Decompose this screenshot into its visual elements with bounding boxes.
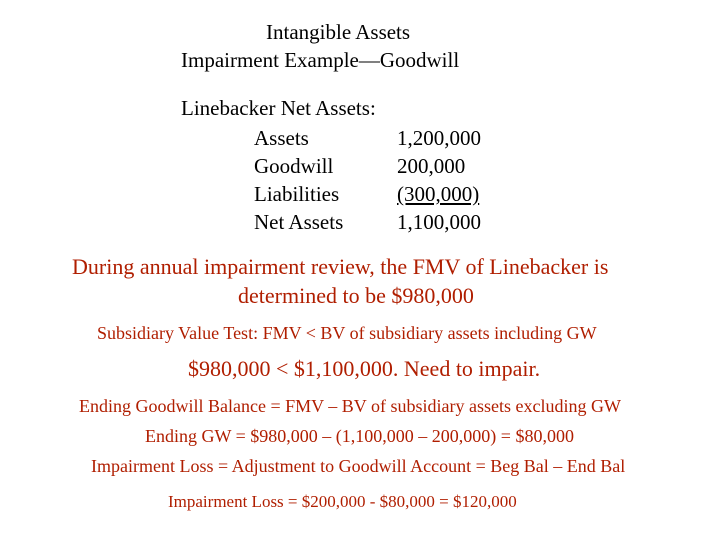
net-assets-value-liabilities: (300,000) <box>397 182 480 206</box>
review-line-2: determined to be $980,000 <box>238 283 474 308</box>
impairment-loss-formula: Impairment Loss = Adjustment to Goodwill Account = Beg Bal – End Bal <box>91 456 626 476</box>
net-assets-label-liabilities: Liabilities <box>254 182 340 206</box>
net-assets-value-goodwill: 200,000 <box>397 154 466 178</box>
title-line-2: Impairment Example—Goodwill <box>181 48 460 72</box>
subsidiary-value-test: Subsidiary Value Test: FMV < BV of subsidiary assets including GW <box>97 323 597 343</box>
net-assets-label-net-assets: Net Assets <box>254 210 344 234</box>
title-line-1: Intangible Assets <box>266 20 411 44</box>
ending-goodwill-formula: Ending Goodwill Balance = FMV – BV of subsidiary assets excluding GW <box>79 396 621 416</box>
comparison-statement: $980,000 < $1,100,000. Need to impair. <box>188 356 541 381</box>
impairment-loss-calc: Impairment Loss = $200,000 - $80,000 = $120,000 <box>168 492 517 511</box>
net-assets-label-goodwill: Goodwill <box>254 154 334 178</box>
net-assets-label-assets: Assets <box>254 126 309 150</box>
net-assets-value-assets: 1,200,000 <box>397 126 481 150</box>
net-assets-value-net-assets: 1,100,000 <box>397 210 481 234</box>
net-assets-heading: Linebacker Net Assets: <box>181 96 376 120</box>
review-line-1: During annual impairment review, the FMV of Linebacker is <box>72 254 609 279</box>
ending-goodwill-calc: Ending GW = $980,000 – (1,100,000 – 200,000) = $80,000 <box>145 426 574 446</box>
